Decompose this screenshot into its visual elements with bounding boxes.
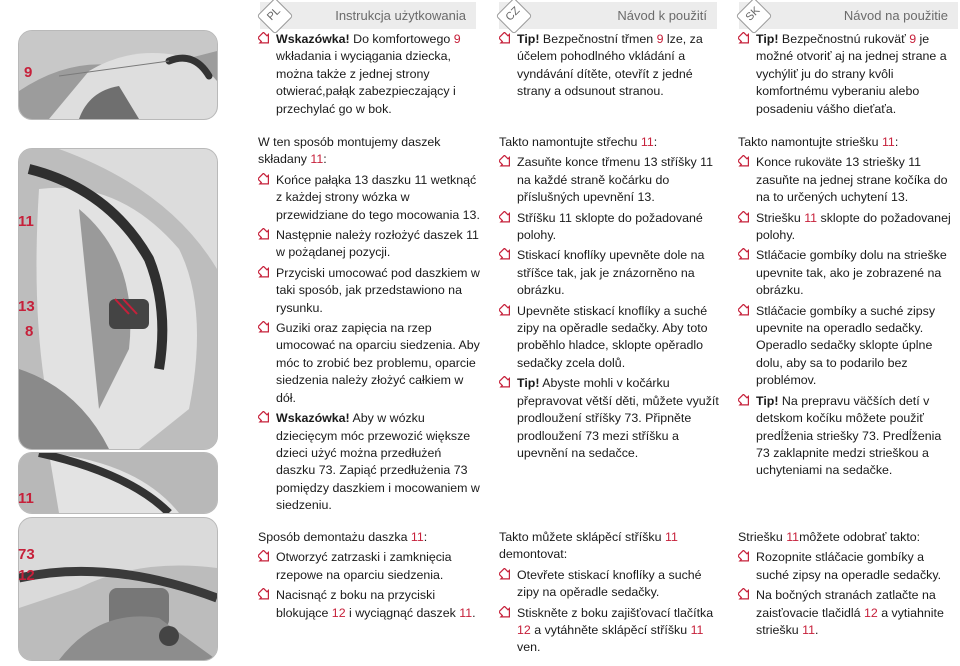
emphasis-text: Tip! xyxy=(756,32,779,46)
part-number: 11 xyxy=(459,605,473,620)
header-title: Návod na použitie xyxy=(843,8,948,23)
instruction-text xyxy=(276,228,479,259)
text-run: Zasuňte konce třmenu 13 stříšky 11 na každé straně kočárku do příslušných upevnění 13. xyxy=(517,155,714,205)
section-heading xyxy=(499,529,721,564)
hollow-arrow-icon xyxy=(738,32,751,46)
text-run: Abyste mohli v kočárku přepravovat větší děti, můžete využít prodloužení stříšky 73. Připněte prodloužení 73 mezi stříšku a upevnění na sedačce. xyxy=(517,376,719,460)
hollow-arrow-icon xyxy=(738,550,751,564)
text-run: Striešku xyxy=(756,210,805,225)
part-number: 9 xyxy=(453,32,461,46)
instruction-item xyxy=(738,393,958,480)
text-run: Otevřete stiskací knoflíky a suché zipy na opěradle sedačky. xyxy=(517,567,702,600)
part-number-label: 11 xyxy=(18,213,34,230)
part-number: 12 xyxy=(331,605,346,620)
text-run: . xyxy=(472,605,476,620)
text-run: : xyxy=(653,135,658,149)
hollow-arrow-icon xyxy=(258,550,271,564)
instruction-item xyxy=(499,375,721,462)
hollow-arrow-icon xyxy=(499,248,512,262)
header-sk xyxy=(739,2,958,29)
text-run: Aby w wózku dziecięcym móc przewozić większe dzieci użyć można przedłużeń daszku 73. Zapiąć przedłużenia 73 pomiędzy daszkiem i mocowaniem w siedzeniu. xyxy=(276,411,480,513)
instruction-item xyxy=(499,247,721,299)
hollow-arrow-icon xyxy=(258,321,271,335)
text-run: Stláčacie gombíky a suché zipsy upevnite na operadlo sedačky. Operadlo sedačky sklopte úplne dolu, aby sa to podarilo bez problémov. xyxy=(756,303,936,388)
hollow-arrow-icon xyxy=(258,173,271,187)
instruction-item xyxy=(499,567,721,602)
header-title: Instrukcja użytkowania xyxy=(335,8,466,23)
instruction-text xyxy=(756,394,941,478)
hollow-arrow-icon xyxy=(499,376,512,390)
header-cz xyxy=(499,2,717,29)
instruction-item xyxy=(258,265,480,317)
hollow-arrow-icon xyxy=(738,155,751,169)
instruction-item xyxy=(499,210,721,245)
text-run: lze, za účelem pohodlného vkládání a vyndávání dítěte, otevřít z jedné strany a odsunout stranou. xyxy=(517,32,703,99)
part-number-label: 13 xyxy=(18,298,35,315)
section-mount-pl xyxy=(258,134,480,518)
part-number: 12 xyxy=(863,605,878,620)
hollow-arrow-icon xyxy=(258,228,271,242)
emphasis-text: Wskazówka! xyxy=(276,411,350,426)
instruction-text xyxy=(756,248,947,297)
emphasis-text: Tip! xyxy=(517,32,540,46)
part-number: 11 xyxy=(690,623,704,638)
header-pl xyxy=(260,2,476,29)
part-number: 11 xyxy=(310,152,324,167)
instruction-item xyxy=(258,410,480,514)
text-run: W ten sposób montujemy daszek składany xyxy=(258,135,441,167)
instruction-item xyxy=(499,154,721,206)
hollow-arrow-icon xyxy=(258,411,271,425)
text-run: Guziki oraz zapięcia na rzep umocować na oparciu siedzenia. Aby móc to zrobić bez problemu, oparcie siedzenia należy złożyć całkiem w dół. xyxy=(276,321,480,405)
instruction-item xyxy=(738,31,954,118)
text-run: demontovat: xyxy=(499,547,568,562)
instruction-text xyxy=(517,248,704,297)
part-number: 9 xyxy=(656,32,664,46)
instruction-item xyxy=(738,154,958,206)
part-number: 11 xyxy=(786,530,800,544)
hollow-arrow-icon xyxy=(499,568,512,582)
instruction-item xyxy=(258,587,480,622)
section-remove-cz xyxy=(499,529,721,660)
text-run: sklopte do požadovanej polohy. xyxy=(756,210,951,243)
instruction-text xyxy=(276,550,452,581)
header-title: Návod k použití xyxy=(617,8,707,23)
text-run: a vytiahnite striešku xyxy=(756,605,944,638)
text-run: Końce pałąka 13 daszku 11 wetknąć z każdej strony wózka w przewidziane do tego mocowania 13. xyxy=(276,172,480,222)
emphasis-text: Tip! xyxy=(517,376,540,391)
photo-canopy-mount xyxy=(18,148,218,450)
part-number: 11 xyxy=(664,530,678,544)
section-heading xyxy=(258,134,480,169)
language-code: PL xyxy=(264,4,284,24)
instruction-text xyxy=(517,568,702,599)
hollow-arrow-icon xyxy=(738,248,751,262)
text-run: Stiskněte z boku zajišťovací tlačítka xyxy=(517,605,714,620)
language-code: SK xyxy=(743,4,763,24)
text-run: Nacisnąć z boku na przyciski blokujące xyxy=(276,588,436,620)
instruction-text xyxy=(276,588,476,619)
text-run: Na prepravu väčších detí v detskom kočíku môžete použiť predĺženia striešky 73. Predĺženia 73 zaklapnite medzi strieškou a uchyteniami na sedačke. xyxy=(756,393,942,478)
text-run: Sposób demontażu daszka xyxy=(258,530,411,544)
part-number-label: 8 xyxy=(25,323,34,340)
emphasis-text: Tip! xyxy=(756,393,779,408)
section-remove-sk xyxy=(738,529,958,642)
instruction-text xyxy=(276,266,480,315)
text-run: Do komfortowego xyxy=(349,32,454,46)
text-run: Bezpečnostnú rukoväť xyxy=(778,32,910,46)
text-run: Stříšku 11 sklopte do požadované polohy. xyxy=(517,210,703,243)
text-run: wkładania i wyciągania dziecka, można także z jednej strony otwierać,pałąk zabezpieczający i przechylać go w bok. xyxy=(276,49,456,116)
instruction-item xyxy=(738,587,958,639)
instruction-item xyxy=(738,210,958,245)
part-number-label: 11 xyxy=(18,490,34,507)
instruction-item xyxy=(258,320,480,407)
instruction-text xyxy=(517,606,713,655)
section-heading xyxy=(499,134,721,151)
text-run: Na bočných stranách zatlačte na zaisťovacie tlačidlá xyxy=(756,588,936,620)
hollow-arrow-icon xyxy=(738,588,751,602)
text-run: Takto namontujte střechu xyxy=(499,135,641,149)
text-run: je možné otvoriť aj na jednej strane a vychýliť ju do strany kvôli komfortnému vyberaniu alebo posadeniu vášho dieťaťa. xyxy=(756,32,947,116)
text-run: : xyxy=(894,135,899,149)
instruction-item xyxy=(738,549,958,584)
instruction-text xyxy=(756,155,948,204)
part-number-label: 9 xyxy=(24,64,33,81)
text-run: Takto namontujte striešku xyxy=(738,135,882,149)
text-run: Otworzyć zatrzaski i zamknięcia rzepowe na oparciu siedzenia. xyxy=(276,550,452,582)
part-number: 11 xyxy=(804,210,818,225)
hollow-arrow-icon xyxy=(499,211,512,225)
hollow-arrow-icon xyxy=(499,32,512,46)
instruction-text xyxy=(756,211,951,242)
emphasis-text: Wskazówka! xyxy=(276,32,350,46)
hollow-arrow-icon xyxy=(258,32,271,46)
text-run: : xyxy=(423,530,428,544)
instruction-text xyxy=(517,211,703,242)
instruction-text xyxy=(276,173,480,222)
text-run: Przyciski umocować pod daszkiem w taki sposób, jak przedstawiono na rysunku. xyxy=(276,265,480,315)
section-tip-pl xyxy=(258,31,474,121)
text-run: môžete odobrať takto: xyxy=(799,530,921,544)
language-code: CZ xyxy=(503,4,523,24)
instruction-text xyxy=(517,32,703,98)
hollow-arrow-icon xyxy=(258,266,271,280)
instruction-item xyxy=(258,172,480,224)
hollow-arrow-icon xyxy=(738,211,751,225)
part-number: 11 xyxy=(802,623,816,638)
text-run: a vytáhněte sklápěcí stříšku xyxy=(530,623,691,638)
photo-seat-back xyxy=(18,452,218,514)
hollow-arrow-icon xyxy=(738,304,751,318)
instruction-item xyxy=(499,31,715,101)
instruction-text xyxy=(517,304,708,370)
instruction-text xyxy=(517,376,719,460)
instruction-item xyxy=(499,303,721,373)
text-run: Bezpečnostní třmen xyxy=(539,32,657,46)
instruction-item xyxy=(258,549,480,584)
part-number: 12 xyxy=(517,623,531,638)
photo-safety-bar xyxy=(18,30,218,120)
hollow-arrow-icon xyxy=(738,394,751,408)
instruction-item xyxy=(738,303,958,390)
section-mount-sk xyxy=(738,134,958,483)
text-run: Takto můžete sklápěcí stříšku xyxy=(499,530,665,544)
instruction-item xyxy=(258,227,480,262)
section-mount-cz xyxy=(499,134,721,465)
hollow-arrow-icon xyxy=(258,588,271,602)
instruction-text xyxy=(756,550,941,581)
part-number-label: 73 xyxy=(18,546,35,563)
text-run: . xyxy=(815,623,819,638)
instruction-item xyxy=(738,247,958,299)
part-number: 9 xyxy=(909,32,917,46)
instruction-text xyxy=(276,411,480,512)
text-run: Stláčacie gombíky dolu na strieške upevnite tak, ako je zobrazené na obrázku. xyxy=(756,248,947,298)
text-run: Upevněte stiskací knoflíky a suché zipy na opěradle sedačky. Aby toto proběhlo hladce, sklopte opěradlo sedačky zcela dolů. xyxy=(517,303,708,370)
text-run: Stiskací knoflíky upevněte dole na stříšce tak, jak je znázorněno na obrázku. xyxy=(517,248,705,298)
instruction-text xyxy=(276,32,461,116)
text-run: : xyxy=(323,152,327,167)
section-heading xyxy=(738,134,958,151)
hollow-arrow-icon xyxy=(499,606,512,620)
instruction-text xyxy=(276,321,480,405)
text-run: Striešku xyxy=(738,530,787,544)
instruction-text xyxy=(517,155,713,204)
section-tip-cz xyxy=(499,31,715,104)
part-number: 11 xyxy=(640,135,654,149)
text-run: ven. xyxy=(517,640,541,655)
section-remove-pl xyxy=(258,529,480,625)
text-run: i wyciągnąć daszek xyxy=(345,605,460,620)
section-heading xyxy=(738,529,958,546)
instruction-text xyxy=(756,588,944,637)
instruction-text xyxy=(756,32,947,116)
text-run: Rozopnite stláčacie gombíky a suché zipsy na operadle sedačky. xyxy=(756,550,942,582)
hollow-arrow-icon xyxy=(499,155,512,169)
section-heading xyxy=(258,529,480,546)
part-number: 11 xyxy=(410,530,424,544)
text-run: Konce rukoväte 13 striešky 11 zasuňte na jednej strane kočíka do na to určených uchytení 13. xyxy=(756,155,948,205)
instruction-item xyxy=(258,31,474,118)
part-number: 11 xyxy=(881,135,895,149)
part-number-label: 12 xyxy=(18,567,35,584)
text-run: Następnie należy rozłożyć daszek 11 w pożądanej pozycji. xyxy=(276,228,479,260)
hollow-arrow-icon xyxy=(499,304,512,318)
instruction-text xyxy=(756,304,935,388)
instruction-item xyxy=(499,605,721,657)
photo-canopy-remove xyxy=(18,517,218,661)
section-tip-sk xyxy=(738,31,954,121)
